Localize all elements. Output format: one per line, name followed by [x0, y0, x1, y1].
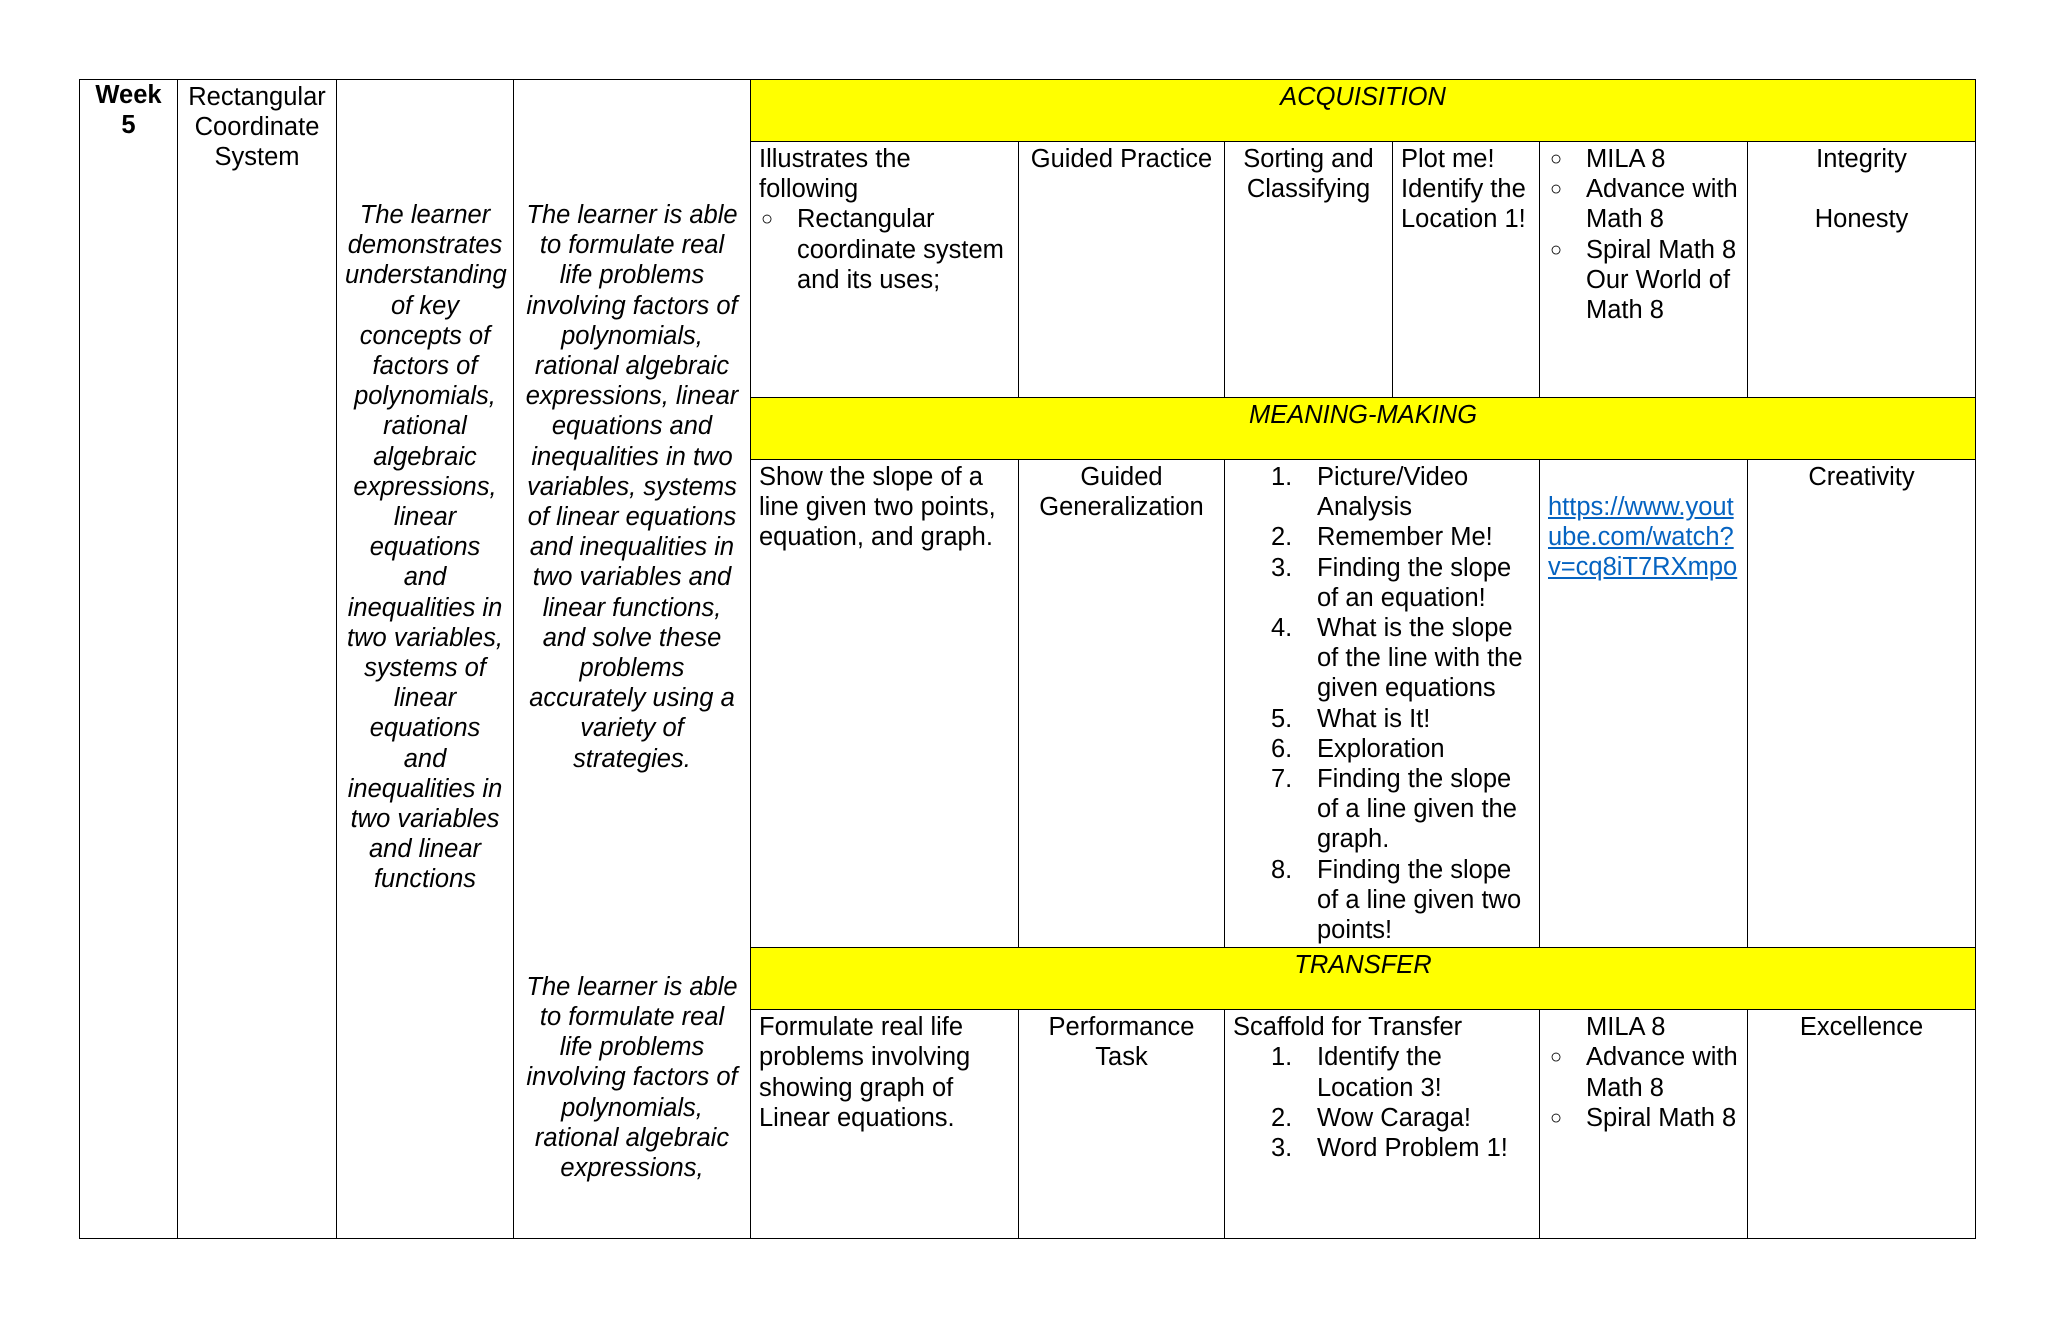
acquisition-competency: Illustrates the following ○ Rectangular coordinate system and its uses;	[751, 142, 1019, 398]
acquisition-activity-2: Plot me! Identify the Location 1!	[1393, 142, 1540, 398]
bullet-icon: ○	[1550, 1046, 1563, 1069]
list-item: 8. Finding the slope of a line given two points!	[1271, 855, 1522, 945]
bullet-icon: ○	[1550, 1106, 1563, 1129]
list-item: ○ Spiral Math 8	[1550, 235, 1737, 264]
list-item: 1. Picture/Video Analysis	[1271, 463, 1469, 522]
acquisition-values: Integrity Honesty	[1748, 142, 1976, 398]
list-item: ○ Spiral Math 8	[1550, 1103, 1737, 1132]
bullet-icon: ○	[1550, 238, 1563, 261]
bullet-icon: ○	[1550, 178, 1563, 201]
list-item: 4. What is the slope of the line with the given equations	[1271, 614, 1523, 703]
list-item: ○ MILA 8	[1550, 145, 1666, 173]
list-item: ○ Rectangular coordinate system and its uses;	[761, 205, 1004, 294]
list-item: 7. Finding the slope of a line given the graph.	[1271, 765, 1517, 854]
week-cell: Week 5	[80, 80, 178, 1239]
transfer-strategy: Performance Task	[1019, 1010, 1225, 1239]
transfer-resources	[1540, 1010, 1748, 1239]
acquisition-header: ACQUISITION	[751, 80, 1976, 142]
list-item: 1. Identify the Location 3!	[1271, 1043, 1442, 1102]
transfer-header: TRANSFER	[751, 948, 1976, 1010]
list-item: 2. Remember Me!	[1271, 523, 1493, 552]
meaning-making-strategy: Guided Generalization	[1019, 460, 1225, 948]
meaning-making-values: Creativity	[1748, 460, 1976, 948]
meaning-making-competency: Show the slope of a line given two points, equation, and graph.	[751, 460, 1019, 948]
performance-standard-cell	[514, 80, 751, 1239]
list-item: Our World of Math 8	[1586, 265, 1731, 325]
acquisition-strategy: Guided Practice	[1019, 142, 1225, 398]
bullet-icon: ○	[761, 208, 774, 231]
bullet-icon: ○	[1550, 148, 1563, 170]
list-item: MILA 8	[1586, 1013, 1666, 1042]
acquisition-resources	[1540, 142, 1748, 398]
content-standard-cell	[337, 80, 514, 1239]
content-standard-text: The learner demonstrates understanding of key concepts of factors of polynomials, rational algebraic expressions, linear equations and inequalities in two variables, systems of linear equations and inequalities in two variables and linear functions	[345, 201, 507, 894]
performance-standard-2: The learner is able to formulate real life problems involving factors of polynomials, rational algebraic expressions,	[526, 972, 738, 1183]
meaning-making-activities	[1225, 460, 1540, 948]
acquisition-activity-1: Sorting and Classifying	[1225, 142, 1393, 398]
list-item: 2. Wow Caraga!	[1271, 1103, 1472, 1132]
meaning-making-resources	[1540, 460, 1748, 948]
meaning-making-header: MEANING-MAKING	[751, 398, 1976, 460]
lesson-plan-table	[79, 79, 1976, 1239]
topic-cell: Rectangular Coordinate System	[178, 80, 337, 1239]
list-item: 3. Finding the slope of an equation!	[1271, 553, 1512, 612]
transfer-values: Excellence	[1748, 1010, 1976, 1239]
list-item: 3. Word Problem 1!	[1271, 1134, 1508, 1163]
list-item: ○ Advance with Math 8	[1550, 1043, 1738, 1102]
transfer-activities: Scaffold for Transfer 1. Identify the Location 3! 2. Wow Caraga! 3. Word Problem 1!	[1225, 1010, 1540, 1239]
list-item: ○ Advance with Math 8	[1550, 175, 1738, 234]
youtube-link[interactable]: https://www.youtube.com/watch?v=cq8iT7RXmpo	[1548, 493, 1738, 582]
performance-standard-1: The learner is able to formulate real life problems involving factors of polynomials, rational algebraic expressions, linear equations and inequalities in two variables, systems of linear equations and inequalities in two variables and linear functions, and solve these problems accurately using a variety of strategies.	[525, 201, 739, 773]
transfer-competency: Formulate real life problems involving showing graph of Linear equations.	[751, 1010, 1019, 1239]
list-item: 6. Exploration	[1271, 734, 1445, 763]
list-item: 5. What is It!	[1271, 704, 1431, 733]
